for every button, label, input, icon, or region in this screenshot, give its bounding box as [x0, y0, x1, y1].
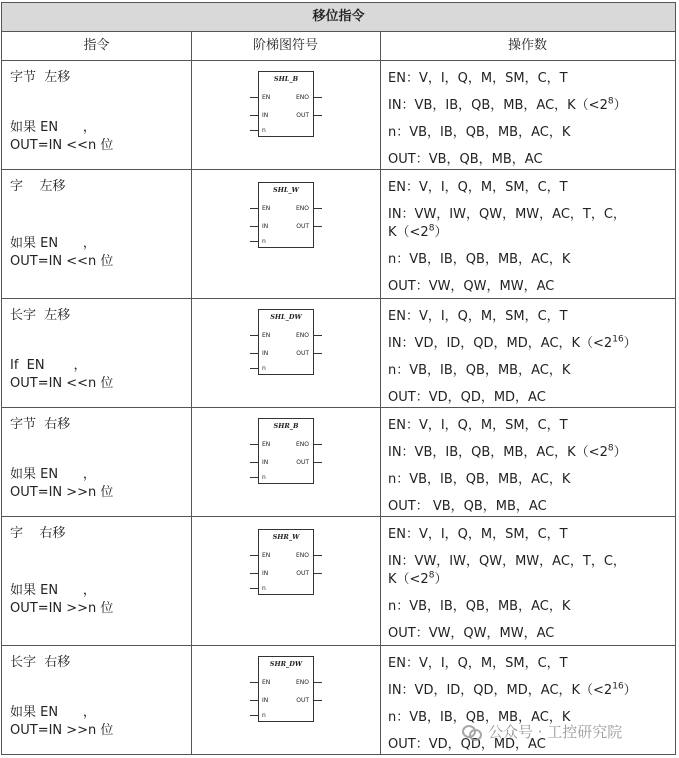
pin-connector-line [314, 353, 322, 354]
pin-connector-line [250, 700, 258, 701]
pin-connector-line [314, 115, 322, 116]
pin-en-label: EN [262, 679, 271, 686]
operand-text: n：VB，IB，QB，MB，AC，K [388, 710, 571, 725]
operand-text: IN：VB，IB，QB，MB，AC，K（<2 [388, 98, 608, 113]
pin-connector-line [314, 97, 322, 98]
watermark [462, 721, 622, 742]
pin-connector-line [250, 241, 258, 242]
pin-connector-line [250, 555, 258, 556]
operand-line-continuation [388, 221, 447, 240]
operand-text-tail: ） [434, 572, 448, 587]
pin-connector-line [250, 97, 258, 98]
instruction-condition: 如果 EN ， [10, 467, 96, 482]
ladder-symbol-cell [192, 299, 381, 407]
operand-exponent: 16 [612, 334, 624, 345]
block-title: SHL_W [273, 186, 299, 194]
ladder-function-block [258, 182, 314, 248]
operand-exponent: 8 [428, 223, 435, 234]
operand-line [388, 595, 570, 614]
operand-text: OUT： VB，QB，MB，AC [388, 499, 547, 514]
operands-cell [388, 61, 673, 169]
pin-in-label: IN [262, 459, 269, 466]
pin-connector-line [314, 573, 322, 574]
operand-text-tail: ） [613, 445, 627, 460]
operand-exponent: 8 [607, 96, 614, 107]
table-row [2, 408, 675, 517]
instruction-cell [10, 517, 185, 645]
pin-connector-line [314, 555, 322, 556]
operand-line [388, 275, 554, 294]
instruction-cell [10, 408, 185, 516]
operand-line [388, 359, 570, 378]
pin-eno-label: ENO [295, 94, 309, 101]
instruction-condition: 如果 EN ， [10, 236, 96, 251]
operand-line [388, 248, 570, 267]
instruction-result: OUT=IN >>n 位 [10, 723, 114, 738]
block-title: SHR_B [273, 422, 299, 430]
pin-en-label: EN [262, 332, 271, 339]
table-row [2, 517, 675, 646]
pin-connector-line [250, 573, 258, 574]
operand-text-tail: ） [434, 225, 448, 240]
pin-out-label: OUT [296, 112, 309, 119]
operands-cell [388, 299, 673, 407]
operands-cell [388, 517, 673, 645]
operand-line [388, 121, 570, 140]
operand-line-continuation [388, 568, 447, 587]
operand-text: OUT：VW，QW，MW，AC [388, 626, 555, 641]
pin-connector-line [250, 353, 258, 354]
pin-en-label: EN [262, 552, 271, 559]
header-instruction: 指令 [2, 31, 191, 61]
operand-text: OUT：VD，QD，MD，AC [388, 390, 546, 405]
instruction-result: OUT=IN <<n 位 [10, 254, 114, 269]
operand-line [388, 495, 547, 514]
pin-in-label: IN [262, 350, 269, 357]
operand-text: EN：V，I，Q，M，SM，C，T [388, 71, 568, 86]
pin-eno-label: ENO [295, 441, 309, 448]
operand-exponent: 8 [428, 570, 435, 581]
operand-line [388, 441, 627, 460]
ladder-symbol-cell [192, 646, 381, 754]
operand-text: IN：VD，ID，QD，MD，AC，K（<2 [388, 336, 613, 351]
pin-eno-label: ENO [295, 332, 309, 339]
pin-connector-line [250, 368, 258, 369]
table-row [2, 299, 675, 408]
pin-n-label: n [262, 474, 266, 481]
ladder-symbol-cell [192, 61, 381, 169]
instruction-result: OUT=IN >>n 位 [10, 601, 114, 616]
pin-in-label: IN [262, 570, 269, 577]
operand-text: IN：VD，ID，QD，MD，AC，K（<2 [388, 683, 613, 698]
instruction-result: OUT=IN >>n 位 [10, 485, 114, 500]
instruction-name: 字 左移 [10, 179, 66, 194]
instruction-condition: 如果 EN ， [10, 705, 96, 720]
pin-connector-line [314, 700, 322, 701]
pin-connector-line [250, 444, 258, 445]
operand-exponent: 8 [607, 443, 614, 454]
pin-connector-line [250, 208, 258, 209]
pin-connector-line [250, 115, 258, 116]
operand-text: OUT：VW，QW，MW，AC [388, 279, 555, 294]
pin-n-label: n [262, 585, 266, 592]
operand-text: EN：V，I，Q，M，SM，C，T [388, 656, 568, 671]
pin-en-label: EN [262, 205, 271, 212]
instruction-cell [10, 646, 185, 754]
pin-connector-line [250, 335, 258, 336]
ladder-symbol-cell [192, 170, 381, 298]
pin-connector-line [314, 208, 322, 209]
operand-line [388, 622, 554, 641]
pin-connector-line [314, 335, 322, 336]
ladder-function-block [258, 418, 314, 484]
operand-line [388, 203, 626, 222]
pin-connector-line [250, 588, 258, 589]
operand-text-tail: ） [623, 336, 637, 351]
pin-n-label: n [262, 712, 266, 719]
pin-out-label: OUT [296, 570, 309, 577]
pin-connector-line [250, 682, 258, 683]
operand-line [388, 386, 546, 405]
instruction-result: OUT=IN <<n 位 [10, 138, 114, 153]
operand-text: EN：V，I，Q，M，SM，C，T [388, 527, 568, 542]
pin-in-label: IN [262, 112, 269, 119]
pin-en-label: EN [262, 94, 271, 101]
pin-connector-line [250, 477, 258, 478]
operand-text: K（<2 [388, 225, 429, 240]
operand-text: IN：VW，IW，QW，MW，AC，T，C， [388, 554, 626, 569]
pin-out-label: OUT [296, 697, 309, 704]
operand-text: n：VB，IB，QB，MB，AC，K [388, 125, 571, 140]
pin-in-label: IN [262, 223, 269, 230]
pin-connector-line [314, 444, 322, 445]
operand-line [388, 414, 568, 433]
operand-text-tail: ） [613, 98, 627, 113]
instruction-cell [10, 299, 185, 407]
pin-out-label: OUT [296, 223, 309, 230]
operand-text: n：VB，IB，QB，MB，AC，K [388, 472, 571, 487]
ladder-symbol-cell [192, 408, 381, 516]
instruction-condition: 如果 EN ， [10, 120, 96, 135]
operand-line [388, 94, 627, 113]
instruction-name: 长字 右移 [10, 655, 71, 670]
operands-cell [388, 408, 673, 516]
pin-en-label: EN [262, 441, 271, 448]
operand-text: EN：V，I，Q，M，SM，C，T [388, 418, 568, 433]
pin-connector-line [250, 130, 258, 131]
instruction-cell [10, 170, 185, 298]
operands-cell [388, 170, 673, 298]
header-ladder-symbol: 阶梯图符号 [191, 31, 380, 61]
instruction-cell [10, 61, 185, 169]
pin-connector-line [314, 226, 322, 227]
pin-in-label: IN [262, 697, 269, 704]
pin-eno-label: ENO [295, 552, 309, 559]
table-row [2, 61, 675, 170]
pin-out-label: OUT [296, 459, 309, 466]
table-row [2, 170, 675, 299]
instruction-name: 字节 右移 [10, 417, 71, 432]
pin-connector-line [250, 226, 258, 227]
operand-text: K（<2 [388, 572, 429, 587]
operand-text: IN：VB，IB，QB，MB，AC，K（<2 [388, 445, 608, 460]
operand-text: n：VB，IB，QB，MB，AC，K [388, 599, 571, 614]
ladder-function-block [258, 71, 314, 137]
operand-line [388, 652, 568, 671]
operand-line [388, 148, 543, 167]
header-operands: 操作数 [380, 31, 675, 61]
operand-text: EN：V，I，Q，M，SM，C，T [388, 180, 568, 195]
operand-line [388, 176, 568, 195]
ladder-symbol-cell [192, 517, 381, 645]
wechat-icon [462, 723, 482, 741]
ladder-function-block [258, 529, 314, 595]
block-title: SHL_B [273, 75, 299, 83]
pin-eno-label: ENO [295, 205, 309, 212]
pin-connector-line [250, 715, 258, 716]
operand-exponent: 16 [612, 681, 624, 692]
pin-out-label: OUT [296, 350, 309, 357]
instruction-condition: 如果 EN ， [10, 583, 96, 598]
operand-line [388, 550, 626, 569]
instruction-condition: If EN ， [10, 358, 87, 373]
operand-line [388, 305, 568, 324]
operand-text: n：VB，IB，QB，MB，AC，K [388, 252, 571, 267]
pin-connector-line [314, 682, 322, 683]
pin-n-label: n [262, 127, 266, 134]
block-title: SHL_DW [270, 313, 302, 321]
operand-line [388, 67, 568, 86]
pin-connector-line [314, 462, 322, 463]
operand-line [388, 332, 637, 351]
pin-connector-line [250, 462, 258, 463]
block-title: SHR_DW [269, 660, 303, 668]
ladder-function-block [258, 309, 314, 375]
instruction-name: 字节 左移 [10, 70, 71, 85]
operand-text: EN：V，I，Q，M，SM，C，T [388, 309, 568, 324]
operand-text: OUT：VB，QB，MB，AC [388, 152, 543, 167]
operand-line [388, 679, 637, 698]
instruction-result: OUT=IN <<n 位 [10, 376, 114, 391]
operand-line [388, 468, 570, 487]
operand-line [388, 523, 568, 542]
operand-text: n：VB，IB，QB，MB，AC，K [388, 363, 571, 378]
table-title: 移位指令 [2, 3, 675, 32]
instruction-name: 字 右移 [10, 526, 66, 541]
shift-instruction-table [1, 2, 676, 755]
operand-text: IN：VW，IW，QW，MW，AC，T，C， [388, 207, 626, 222]
block-title: SHR_W [272, 533, 300, 541]
operand-text-tail: ） [623, 683, 637, 698]
pin-n-label: n [262, 365, 266, 372]
pin-eno-label: ENO [295, 679, 309, 686]
operand-text: OUT：VD，QD，MD，AC [388, 737, 546, 752]
watermark-text: 公众号 · 工控研究院 [488, 723, 623, 741]
instruction-name: 长字 左移 [10, 308, 71, 323]
ladder-function-block [258, 656, 314, 722]
pin-n-label: n [262, 238, 266, 245]
